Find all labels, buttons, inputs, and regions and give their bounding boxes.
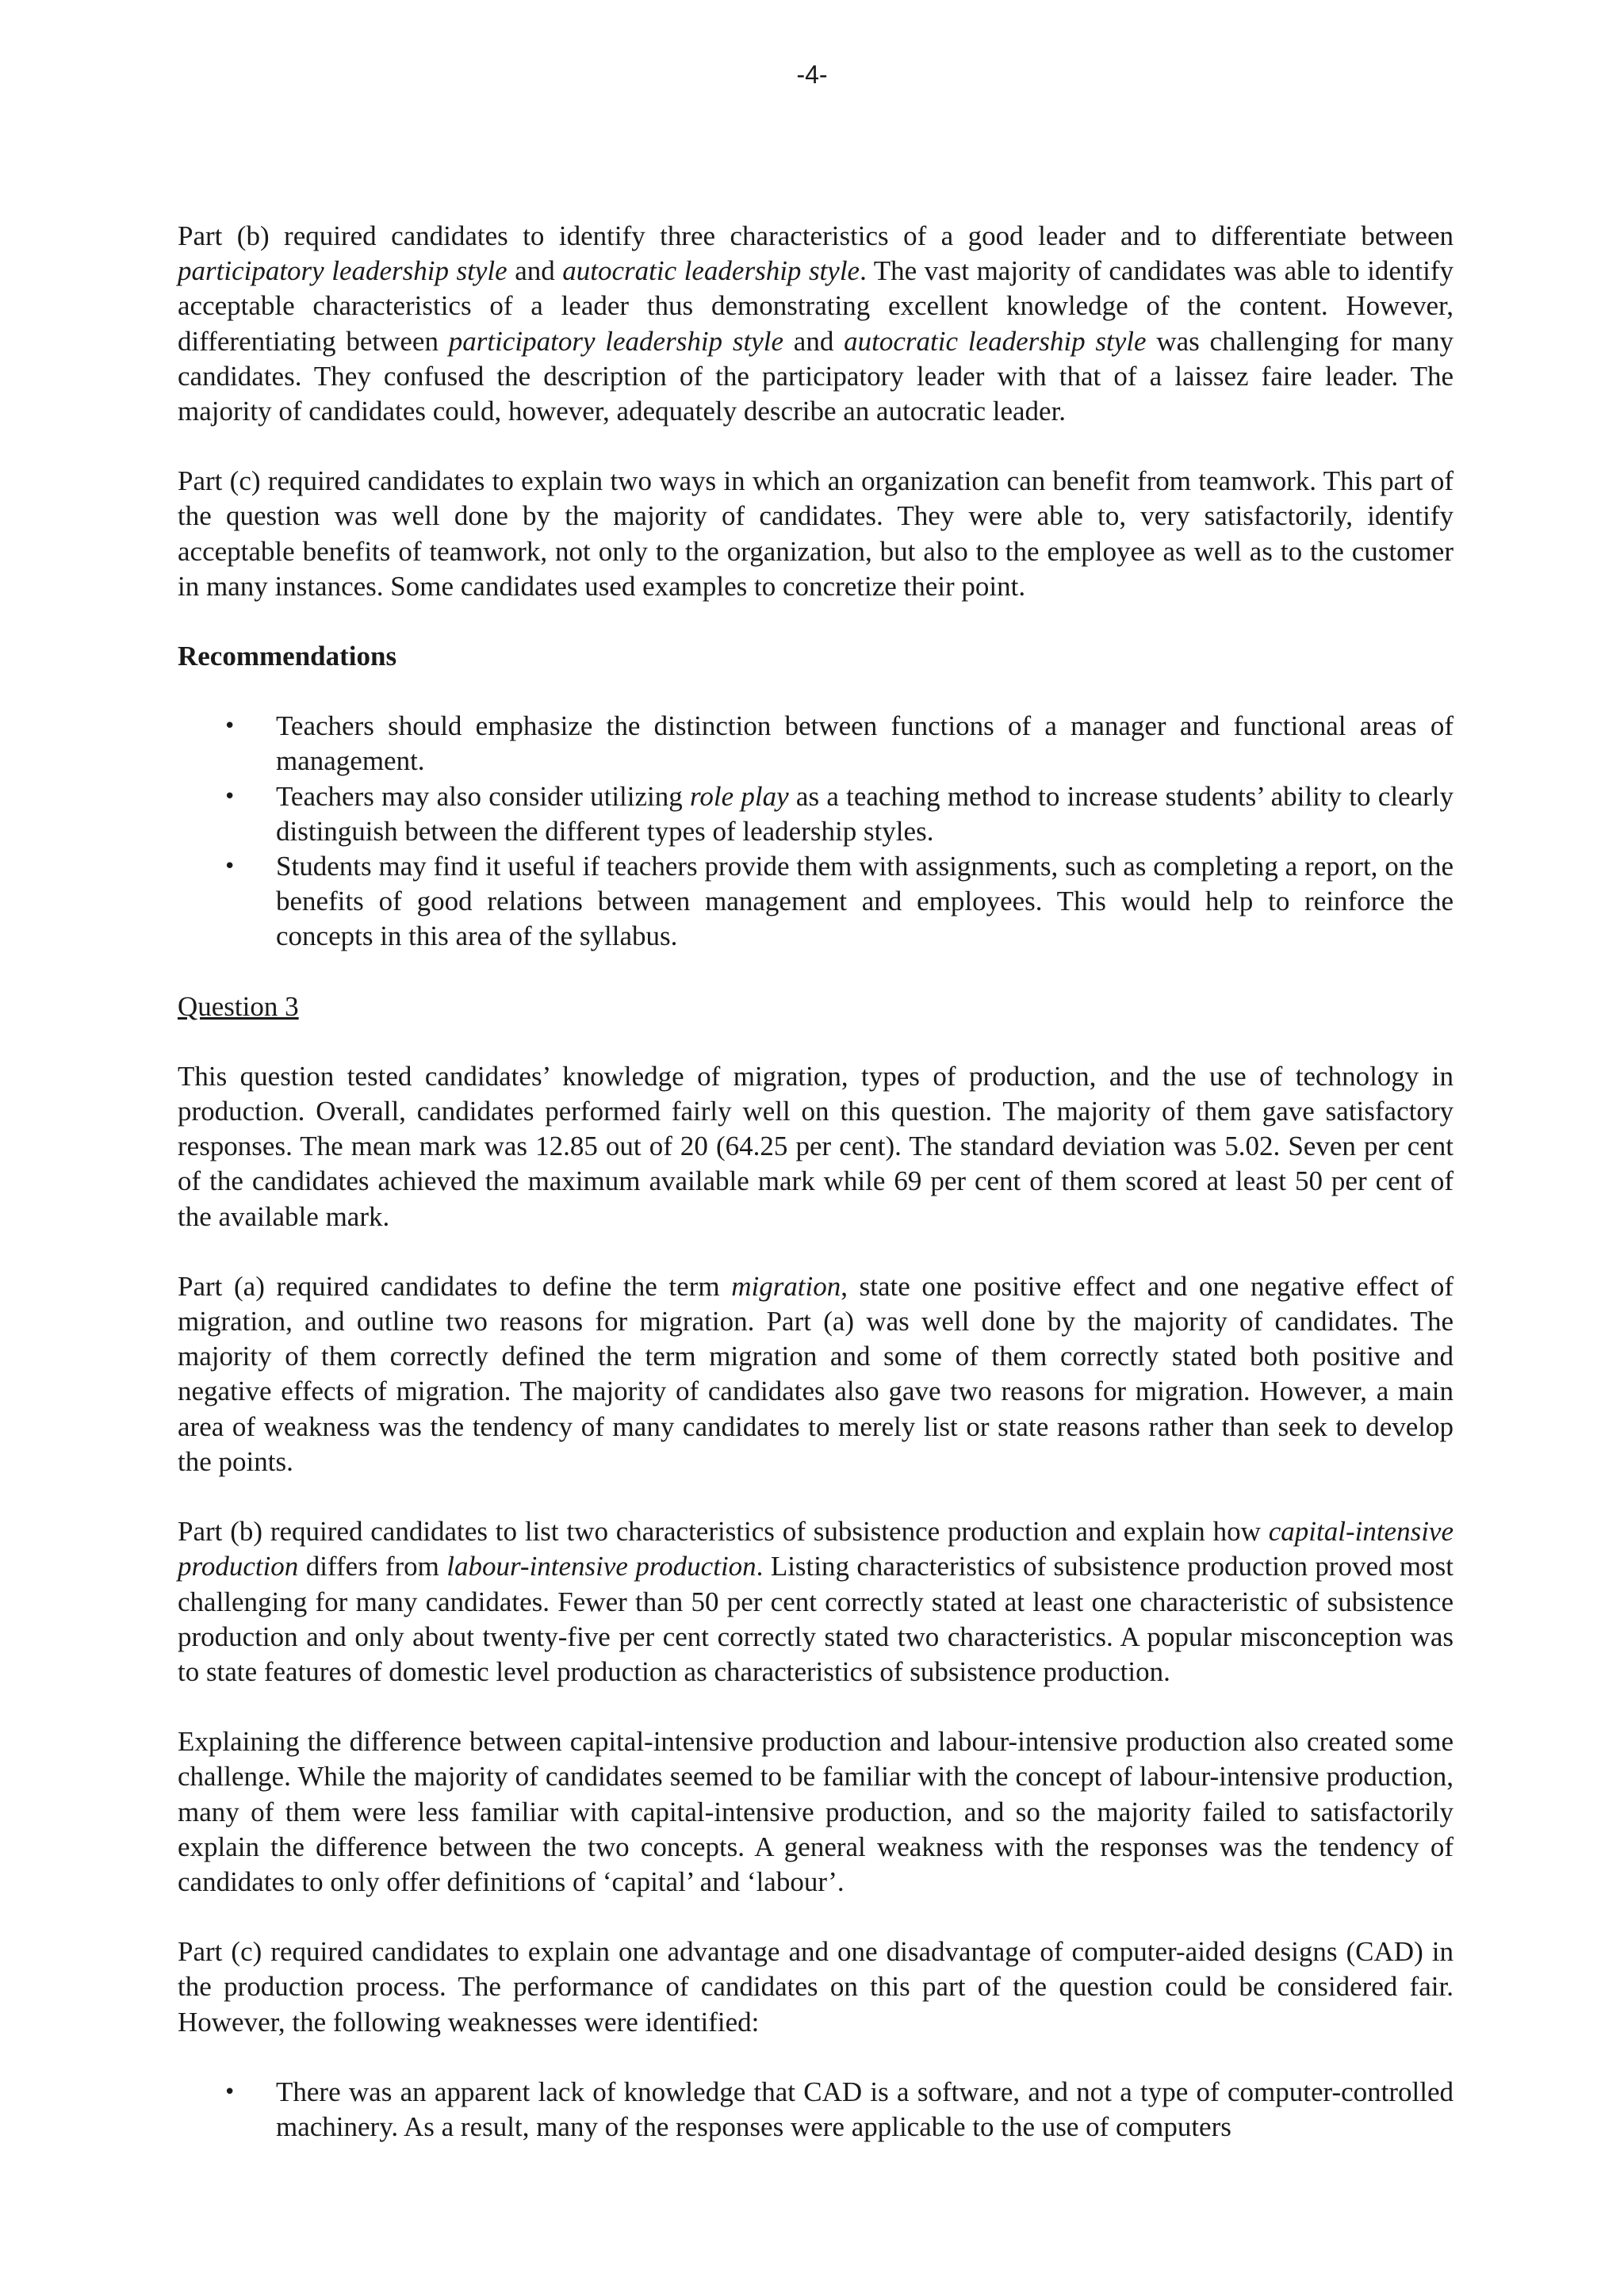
bullet-icon: • xyxy=(224,2080,236,2104)
paragraph-part-c-teamwork: Part (c) required candidates to explain two ways in which an organization can benefit from teamwork. This part of the question was well done by the majority of candidates. They were able to, very satisfactorily, identify acceptable benefits of teamwork, not only to the organization, but also to the employee as well as to the customer in many instances. Some candidates used examples to concretize their point. xyxy=(178,465,1454,602)
paragraph-part-b-leadership: Part (b) required candidates to identify three characteristics of a good leader and to differentiate between participatory leadership style and autocratic leadership style. The vast majority of candidates was able to identify acceptable characteristics of a leader thus demonstrating excellent knowledge of the content. However, differentiating between participatory leadership style and autocratic leadership style was challenging for many candidates. They confused the description of the participatory leader with that of a laissez faire leader. The majority of candidates could, however, adequately describe an autocratic leader. xyxy=(178,220,1454,427)
question-title: Question 3 xyxy=(178,990,299,1022)
recommendations-list xyxy=(178,709,1454,954)
page-number: -4- xyxy=(796,60,828,89)
paragraph-part-c-cad: Part (c) required candidates to explain one advantage and one disadvantage of computer-aided designs (CAD) in the production process. The performance of candidates on this part of the question could be considered fair. However, the following weaknesses were identified: xyxy=(178,1936,1454,2038)
list-item: • There was an apparent lack of knowledge that CAD is a software, and not a type of computer-controlled machinery. As a result, many of the responses were applicable to the use of computers xyxy=(224,2076,1454,2142)
weaknesses-list xyxy=(178,2075,1454,2145)
paragraph-question-overview: This question tested candidates’ knowledge of migration, types of production, and the use of technology in production. Overall, candidates performed fairly well on this question. The majority of them gave satisfactory responses. The mean mark was 12.85 out of 20 (64.25 per cent). The standard deviation was 5.02. Seven per cent of the candidates achieved the maximum available mark while 69 per cent of them scored at least 50 per cent of the available mark. xyxy=(178,1060,1454,1232)
paragraph-capital-vs-labour: Explaining the difference between capital-intensive production and labour-intensive production also created some challenge. While the majority of candidates seemed to be familiar with the concept of labour-intensive production, many of them were less familiar with capital-intensive production, and so the majority failed to satisfactorily explain the difference between the two concepts. A general weakness with the responses was the tendency of candidates to only offer definitions of ‘capital’ and ‘labour’. xyxy=(178,1726,1454,1897)
page-body xyxy=(178,219,1454,2179)
recommendations-heading: Recommendations xyxy=(178,641,397,672)
list-item: • Students may find it useful if teachers provide them with assignments, such as completing a report, on the benefits of good relations between management and employees. This would help to reinforce the concepts in this area of the syllabus. xyxy=(224,851,1454,952)
paragraph-part-a-migration: Part (a) required candidates to define the term migration, state one positive effect and one negative effect of migration, and outline two reasons for migration. Part (a) was well done by the majority of candidates. The majority of them correctly defined the term migration and some of them correctly stated both positive and negative effects of migration. The majority of candidates also gave two reasons for migration. However, a main area of weakness was the tendency of many candidates to merely list or state reasons rather than seek to develop the points. xyxy=(178,1270,1454,1477)
bullet-icon: • xyxy=(224,714,236,739)
bullet-icon: • xyxy=(224,855,236,879)
bullet-icon: • xyxy=(224,784,236,809)
list-item: • Teachers may also consider utilizing role play as a teaching method to increase students’ ability to clearly distinguish between the different types of leadership styles. xyxy=(224,780,1454,847)
paragraph-part-b-production: Part (b) required candidates to list two characteristics of subsistence production and explain how capital-intensive production differs from labour-intensive production. Listing characteristics of subsistence production proved most challenging for many candidates. Fewer than 50 per cent correctly stated at least one characteristic of subsistence production and only about twenty-five per cent correctly stated two characteristics. A popular misconception was to state features of domestic level production as characteristics of subsistence production. xyxy=(178,1516,1454,1687)
list-item: • Teachers should emphasize the distinction between functions of a manager and functional areas of management. xyxy=(224,710,1454,777)
